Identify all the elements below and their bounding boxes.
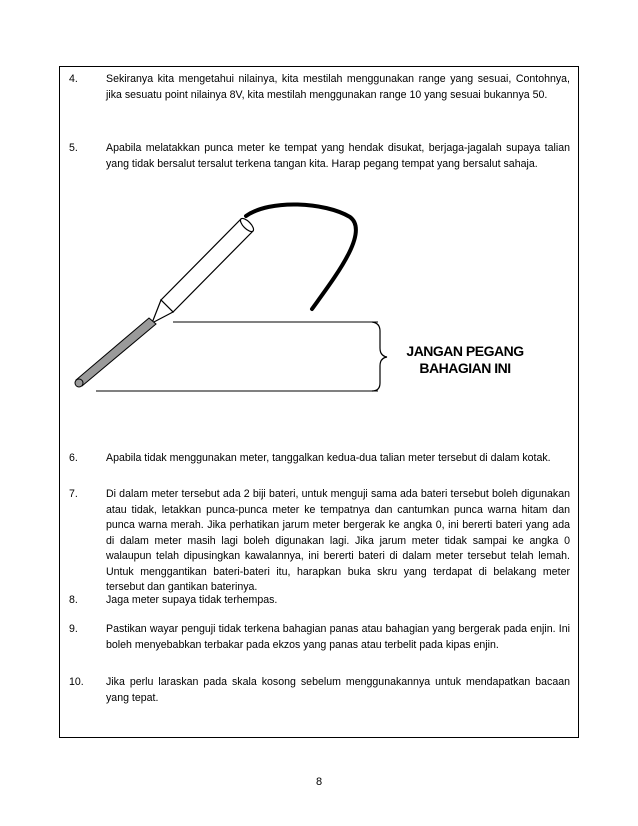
item-number: 7. [69, 488, 78, 500]
item-number: 5. [69, 142, 78, 154]
item-number: 8. [69, 594, 78, 606]
warning-label [405, 343, 525, 377]
item-number: 6. [69, 452, 78, 464]
page-number: 8 [315, 776, 323, 788]
item-text: Apabila melatakkan punca meter ke tempat yang hendak disukat, berjaga-jagalah supaya talian yang tidak bersalut tersalut terkena tangan kita. Harap pegang tempat yang bersalut sahaja. [106, 142, 570, 170]
curly-brace [372, 322, 387, 391]
item-number: 10. [69, 676, 84, 688]
item-text: Sekiranya kita mengetahui nilainya, kita mestilah menggunakan range yang sesuai, Contohnya, jika sesuatu point nilainya 8V, kita mestilah menggunakan range 10 yang sesuai bukannya 50. [106, 73, 570, 101]
item-number: 9. [69, 623, 78, 635]
item-text: Jika perlu laraskan pada skala kosong sebelum menggunakannya untuk mendapatkan bacaan yang tepat. [106, 676, 570, 704]
warning-line-2: BAHAGIAN INI [419, 360, 511, 376]
item-text: Apabila tidak menggunakan meter, tanggalkan kedua-dua talian meter tersebut di dalam kotak. [106, 452, 551, 464]
item-number: 4. [69, 73, 78, 85]
probe-pin-tip [75, 379, 83, 387]
item-text: Di dalam meter tersebut ada 2 biji bateri, untuk menguji sama ada bateri tersebut boleh digunakan atau tidak, letakkan punca-punca meter ke tempatnya dan cantumkan punca warna hitam dan punca warna merah. Jika perhatikan jarum meter bergerak ke angka 0, ini bererti bateri yang ada di dalam meter masih lagi boleh digunakan lagi. Jika jarum meter tidak sampai ke angka 0 walaupun telah dipusingkan kawalannya, ini bererti bateri di dalam meter tersebut telah lemah. Untuk menggantikan bateri-bateri itu, harapkan buka skru yang terdapat di belakang meter tersebut dan gantikan baterinya. [106, 488, 570, 593]
item-text: Jaga meter supaya tidak terhempas. [106, 594, 278, 606]
item-text: Pastikan wayar penguji tidak terkena bahagian panas atau bahagian yang bergerak pada enjin. Ini boleh menyebabkan terbakar pada ekzos yang panas atau terbelit pada kipas enjin. [106, 623, 570, 651]
probe-cable [246, 204, 356, 309]
probe-handle [161, 219, 253, 312]
content-frame [59, 66, 579, 738]
probe-metal-pin [76, 318, 156, 386]
warning-line-1: JANGAN PEGANG [406, 343, 524, 359]
